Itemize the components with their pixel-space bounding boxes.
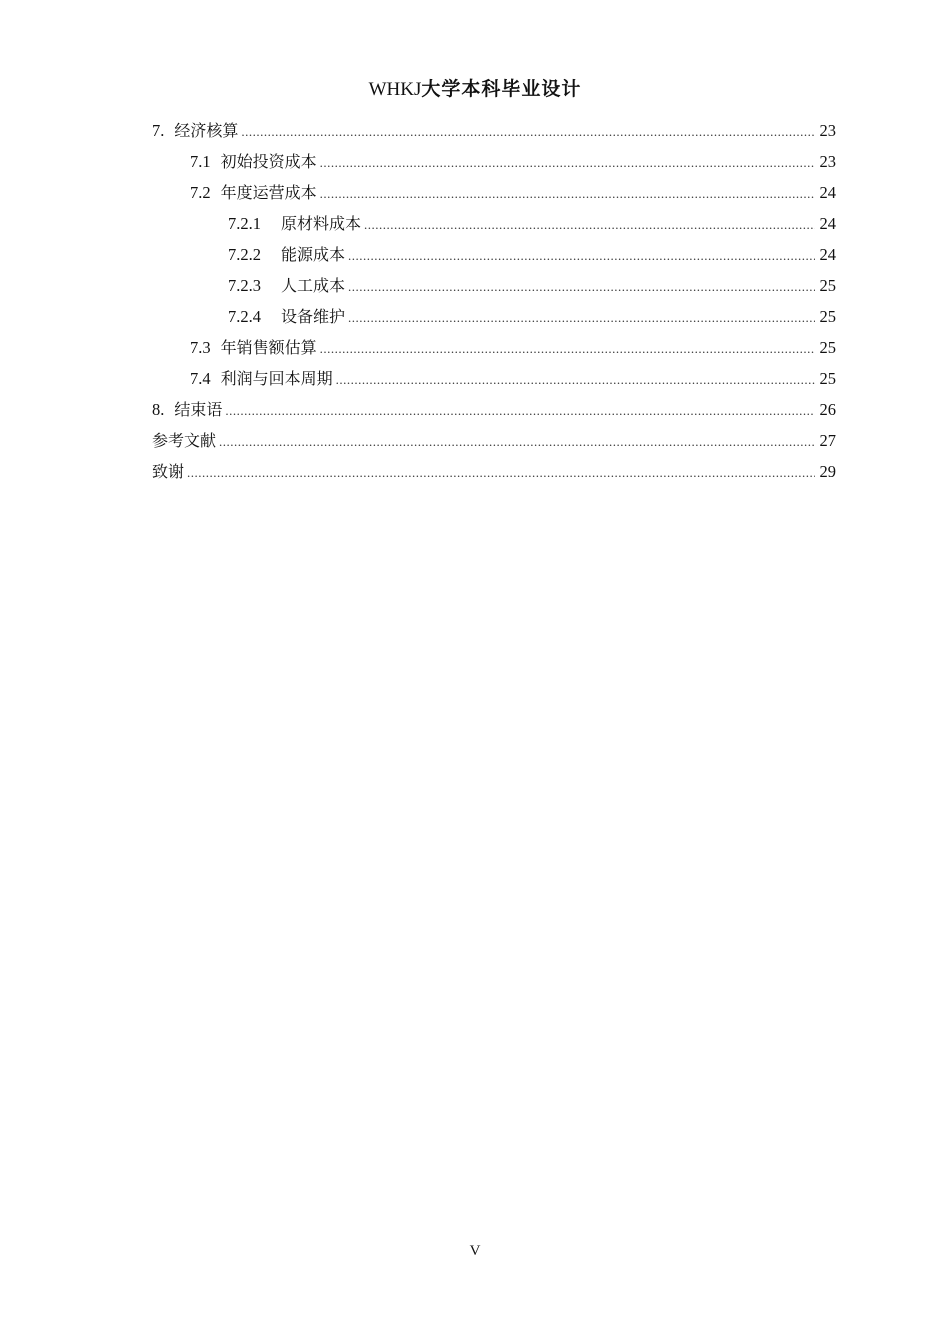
toc-entry-7-2-3[interactable] xyxy=(152,273,836,304)
dot-leader xyxy=(225,403,815,419)
toc-entry-title: 致谢 xyxy=(152,462,185,481)
toc-entry-7-1[interactable] xyxy=(152,149,836,180)
header-divider xyxy=(148,105,838,106)
toc-entry-title: 设备维护 xyxy=(281,307,346,326)
toc-entry-number: 7.2.4 xyxy=(228,307,261,326)
toc-entry-7-2-2[interactable] xyxy=(152,242,836,273)
dot-leader xyxy=(320,186,815,202)
dot-leader xyxy=(336,372,815,388)
toc-entry-number: 7.4 xyxy=(190,369,211,388)
toc-entry-title: 初始投资成本 xyxy=(220,152,317,171)
toc-entry-page: 23 xyxy=(819,152,836,171)
toc-entry-number: 7.2.3 xyxy=(228,276,261,295)
toc-entry-references[interactable] xyxy=(152,428,836,459)
toc-entry-number: 8. xyxy=(152,400,165,419)
toc-entry-page: 23 xyxy=(819,121,836,140)
toc-entry-7-2[interactable] xyxy=(152,180,836,211)
toc-entry-number: 7.2.2 xyxy=(228,245,261,264)
toc-entry-title: 年销售额估算 xyxy=(220,338,317,357)
table-of-contents xyxy=(152,118,836,490)
dot-leader xyxy=(364,217,815,233)
toc-entry-page: 24 xyxy=(819,183,836,202)
toc-entry-number: 7.3 xyxy=(190,338,211,357)
toc-entry-7-4[interactable] xyxy=(152,366,836,397)
header-latin-text: WHKJ xyxy=(368,79,422,100)
toc-entry-acknowledgements[interactable] xyxy=(152,459,836,490)
toc-entry-title: 利润与回本周期 xyxy=(220,369,333,388)
toc-entry-title: 原材料成本 xyxy=(281,214,362,233)
dot-leader xyxy=(219,434,815,450)
dot-leader xyxy=(348,310,815,326)
toc-entry-title: 参考文献 xyxy=(152,431,217,450)
toc-entry-7-2-1[interactable] xyxy=(152,211,836,242)
toc-entry-number: 7. xyxy=(152,121,165,140)
toc-entry-page: 29 xyxy=(819,462,836,481)
toc-entry-title: 年度运营成本 xyxy=(220,183,317,202)
dot-leader xyxy=(241,124,815,140)
toc-entry-page: 25 xyxy=(819,307,836,326)
toc-entry-7[interactable] xyxy=(152,118,836,149)
dot-leader xyxy=(348,279,815,295)
dot-leader xyxy=(348,248,815,264)
toc-entry-title: 经济核算 xyxy=(174,121,239,140)
toc-entry-page: 25 xyxy=(819,276,836,295)
toc-entry-page: 26 xyxy=(819,400,836,419)
toc-entry-page: 24 xyxy=(819,245,836,264)
dot-leader xyxy=(320,155,815,171)
toc-entry-title: 结束语 xyxy=(174,400,223,419)
running-header xyxy=(0,74,950,101)
toc-entry-title: 人工成本 xyxy=(281,276,346,295)
toc-entry-7-2-4[interactable] xyxy=(152,304,836,335)
toc-entry-8[interactable] xyxy=(152,397,836,428)
toc-entry-page: 25 xyxy=(819,369,836,388)
toc-entry-title: 能源成本 xyxy=(281,245,346,264)
toc-entry-page: 25 xyxy=(819,338,836,357)
toc-entry-page: 27 xyxy=(819,431,836,450)
dot-leader xyxy=(187,465,815,481)
header-cjk-text: 大学本科毕业设计 xyxy=(421,78,582,100)
toc-entry-page: 24 xyxy=(819,214,836,233)
dot-leader xyxy=(320,341,815,357)
toc-entry-number: 7.2 xyxy=(190,183,211,202)
toc-entry-number: 7.2.1 xyxy=(228,214,261,233)
toc-entry-7-3[interactable] xyxy=(152,335,836,366)
toc-entry-number: 7.1 xyxy=(190,152,211,171)
page-number-footer: V xyxy=(469,1243,481,1259)
